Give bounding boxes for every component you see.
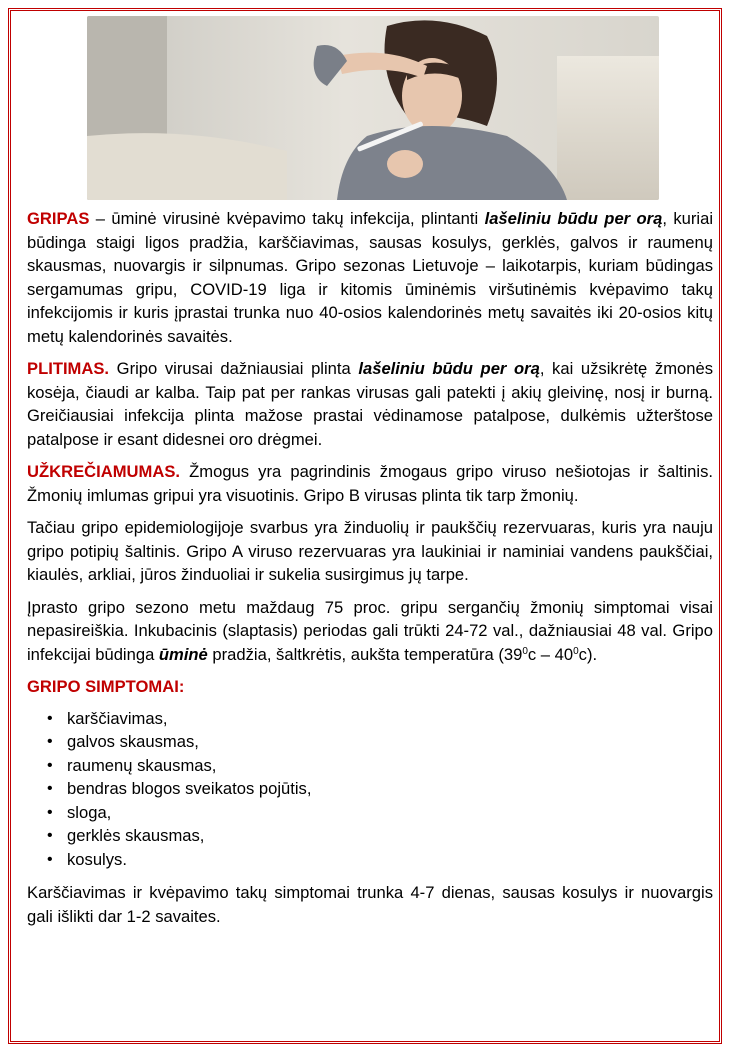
infectiousness-paragraph: UŽKREČIAMUMAS. Žmogus yra pagrindinis žmogaus gripo viruso nešiotojas ir šaltinis. Žmonių imlumas gripui yra visuotinis. Gripo B virusas plinta tik tarp žmonių. [27, 462, 713, 505]
season-paragraph: Įprasto gripo sezono metu maždaug 75 proc. gripu sergančių žmonių simptomai visai nepasireiškia. Inkubacinis (slaptasis) periodas gali trūkti 24-72 val., dažniausiai 48 val. Gripo infekcijai būdinga ūminė pradžia, šaltkrėtis, aukšta temperatūra $(39^0c - 40^0c)$. [27, 597, 713, 664]
term-gripas: GRIPAS [27, 209, 90, 228]
closing-paragraph: Karščiavimas ir kvėpavimo takų simptomai trunka 4-7 dienas, sausas kosulys ir nuovargis gali išlikti dar 1-2 savaites. [27, 883, 713, 926]
symptoms-list [27, 707, 713, 872]
article-body [27, 207, 713, 937]
list-item: • kosulys. [67, 848, 713, 872]
list-item: • karščiavimas, [67, 707, 713, 731]
term-plitimas: PLITIMAS. [27, 359, 110, 378]
term-uzkreciamumas: UŽKREČIAMUMAS. [27, 462, 181, 481]
list-item: • galvos skausmas, [67, 730, 713, 754]
intro-paragraph: GRIPAS – ūminė virusinė kvėpavimo takų infekcija, plintanti lašeliniu būdu per orą, kuriai būdinga staigi ligos pradžia, karščiavimas, sausas kosulys, gerklės, galvos ir raumenų skausmas, nuovargis ir silpnumas. Gripo sezonas Lietuvoje – laikotarpis, kuriam būdingas sergamumas gripu, COVID-19 liga ir kitomis ūminėmis viršutinėmis kvėpavimo takų infekcijomis ir kuris įprastai trunka nuo 40-osios kalendorinės metų savaitės iki 20-osios kitų metų kalendorinės savaitės. [27, 209, 714, 346]
list-item: • sloga, [67, 801, 713, 825]
woman-with-thermometer-photo [87, 16, 659, 200]
list-item: • gerklės skausmas, [67, 824, 713, 848]
spread-paragraph: PLITIMAS. Gripo virusai dažniausiai plinta lašeliniu būdu per orą, kai užsikrėtę žmonės kosėja, čiaudi ar kalba. Taip pat per rankas virusas gali patekti į akių gleivinę, nosį ir burną. Greičiausiai infekcija plinta mažose prastai vėdinamose patalpose, dulkėmis užterštose patalpose ir esant didesnei oro drėgmei. [27, 359, 714, 449]
list-item: • raumenų skausmas, [67, 754, 713, 778]
page-frame [8, 8, 722, 1044]
symptoms-heading: GRIPO SIMPTOMAI: [27, 677, 185, 696]
list-item: • bendras blogos sveikatos pojūtis, [67, 777, 713, 801]
reservoir-paragraph: Tačiau gripo epidemiologijoje svarbus yra žinduolių ir paukščių rezervuaras, kuris yra nauju gripo potipių šaltinis. Gripo A viruso rezervuaras yra laukiniai ir naminiai vandens paukščiai, kiaulės, arkliai, jūros žinduoliai ir sukelia susirgimus jų tarpe. [27, 518, 713, 584]
